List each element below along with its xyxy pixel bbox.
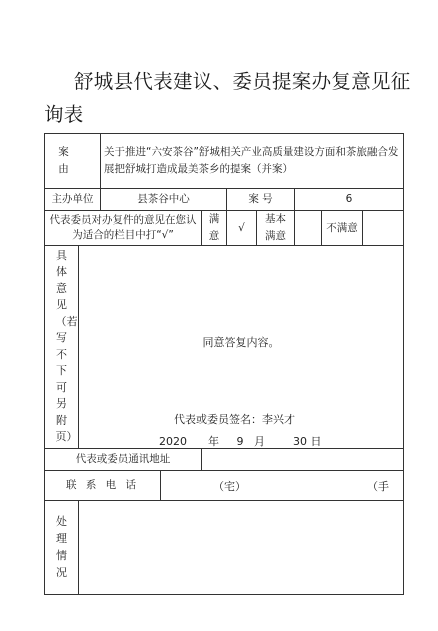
option-unsatisfied-label: 不满意 (322, 211, 363, 246)
opinion-text: 同意答复内容。 (202, 336, 280, 349)
page-title: 舒城县代表建议、委员提案办复意见征询表 (44, 70, 411, 126)
address-row (45, 449, 404, 471)
phone-row (45, 471, 404, 501)
date-month-unit: 月 (253, 435, 265, 448)
opinion-label-cell (45, 246, 79, 449)
address-label: 代表或委员通讯地址 (45, 449, 202, 471)
phone-values[interactable] (161, 471, 404, 501)
handling-value[interactable] (79, 501, 404, 595)
host-row (45, 189, 404, 211)
case-content: 关于推进“六安茶谷”舒城相关产业高质量建设方面和茶旅融合发展把舒城打造成最美茶乡的提案（并案） (101, 134, 404, 189)
handling-label-cell (45, 501, 79, 595)
opinion-label: 具体意见（若写不下可另附页） (55, 248, 78, 444)
date-day-unit: 日 (310, 435, 322, 448)
signature: 代表或委员签名：李兴才 (174, 413, 295, 426)
date-day: 30 (292, 435, 307, 448)
option-satisfied-label: 满意 (202, 211, 227, 246)
case-number-label: 案 号 (227, 189, 295, 211)
case-number-value: 6 (295, 189, 404, 211)
phone-mobile: （手 (367, 480, 389, 493)
option-basic-satisfied-checkbox[interactable] (295, 211, 322, 246)
check-mark-icon: √ (238, 221, 245, 234)
host-value: 县茶谷中心 (101, 189, 227, 211)
handling-label: 处理情况 (56, 515, 67, 579)
phone-label: 联 系 电 话 (45, 471, 161, 501)
satisfaction-row (45, 211, 404, 246)
date-year: 2020 (159, 435, 187, 448)
date-year-unit: 年 (207, 435, 219, 448)
host-label: 主办单位 (45, 189, 101, 211)
case-row (45, 134, 404, 189)
satisfaction-prompt: 代表委员对办复件的意见在您认为适合的栏目中打“√” (45, 211, 202, 246)
date-line (159, 433, 321, 449)
phone-home: （宅） (213, 480, 246, 493)
address-value[interactable] (202, 449, 404, 471)
option-unsatisfied-checkbox[interactable] (363, 211, 404, 246)
case-label: 案 由 (45, 134, 101, 189)
opinion-body (79, 246, 404, 449)
date-month: 9 (236, 435, 244, 448)
option-basic-satisfied-label: 基本满意 (257, 211, 295, 246)
option-satisfied-checkbox[interactable] (227, 211, 257, 246)
survey-form-table (44, 133, 404, 595)
handling-row (45, 501, 404, 595)
opinion-row (45, 246, 404, 449)
